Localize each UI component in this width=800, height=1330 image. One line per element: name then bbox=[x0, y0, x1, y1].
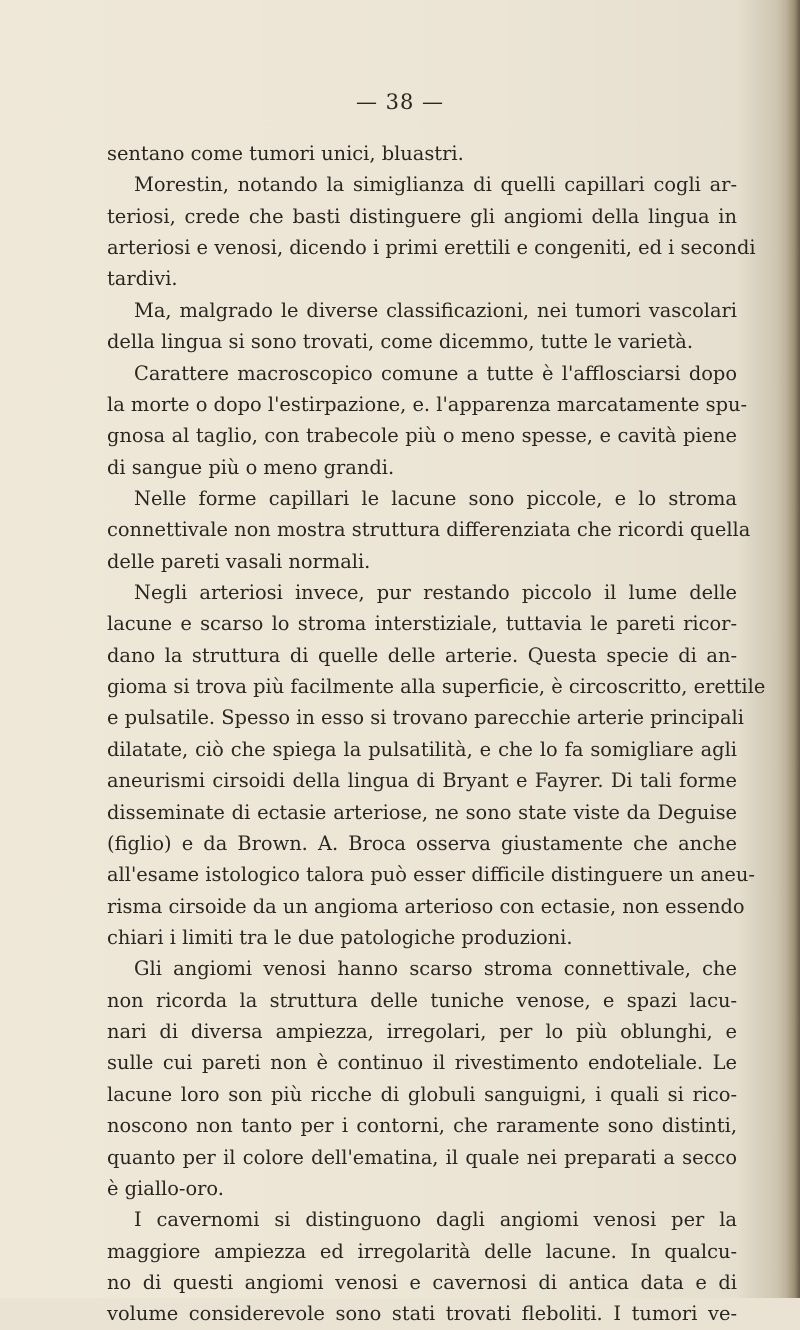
text-line: teriosi, crede che basti distinguere gli angiomi della lingua in bbox=[107, 204, 737, 228]
text-line: lacune e scarso lo stroma interstiziale, tuttavia le pareti ricor- bbox=[107, 612, 737, 636]
text-line: della lingua si sono trovati, come dicemmo, tutte le varietà. bbox=[107, 330, 693, 354]
text-line: dano la struttura di quelle delle arterie. Questa specie di an- bbox=[107, 643, 737, 667]
text-line: Nelle forme capillari le lacune sono piccole, e lo stroma bbox=[134, 486, 737, 510]
text-line: noscono non tanto per i contorni, che raramente sono distinti, bbox=[107, 1114, 737, 1138]
text-line: Negli arteriosi invece, pur restando piccolo il lume delle bbox=[134, 581, 737, 605]
text-line: è giallo-oro. bbox=[107, 1176, 224, 1200]
text-line: tardivi. bbox=[107, 267, 178, 291]
text-line: gioma si trova più facilmente alla superficie, è circoscritto, erettile bbox=[107, 675, 766, 699]
text-line: maggiore ampiezza ed irregolarità delle lacune. In qualcu- bbox=[107, 1239, 737, 1263]
text-line: e pulsatile. Spesso in esso si trovano parecchie arterie principali bbox=[107, 706, 744, 730]
text-line: gnosa al taglio, con trabecole più o meno spesse, e cavità piene bbox=[107, 424, 737, 448]
text-line: sentano come tumori unici, bluastri. bbox=[107, 142, 464, 165]
text-line: Ma, malgrado le diverse classificazioni, nei tumori vascolari bbox=[134, 298, 737, 322]
text-line: di sangue più o meno grandi. bbox=[107, 455, 395, 479]
text-line: I cavernomi si distinguono dagli angiomi venosi per la bbox=[134, 1208, 737, 1232]
text-line: lacune loro son più ricche di globuli sanguigni, i quali si rico- bbox=[107, 1082, 737, 1106]
text-line: la morte o dopo l'estirpazione, e. l'apparenza marcatamente spu- bbox=[107, 392, 748, 416]
text-line: no di questi angiomi venosi e cavernosi di antica data e di bbox=[107, 1270, 737, 1294]
text-line: delle pareti vasali normali. bbox=[107, 549, 371, 573]
text-line: connettivale non mostra struttura differenziata che ricordi quella bbox=[107, 518, 751, 542]
text-line: quanto per il colore dell'ematina, il quale nei preparati a secco bbox=[107, 1145, 737, 1169]
text-line: nari di diversa ampiezza, irregolari, per lo più oblunghi, e bbox=[107, 1020, 737, 1044]
text-line: arteriosi e venosi, dicendo i primi erettili e congeniti, ed i secondi bbox=[107, 236, 756, 260]
text-line: aneurismi cirsoidi della lingua di Bryant e Fayrer. Di tali forme bbox=[107, 769, 737, 793]
page-number: — 38 — bbox=[355, 90, 445, 114]
text-line: disseminate di ectasie arteriose, ne sono state viste da Deguise bbox=[107, 800, 737, 824]
text-line: dilatate, ciò che spiega la pulsatilità, e che lo fa somigliare agli bbox=[107, 737, 737, 761]
text-line: volume considerevole sono stati trovati fleboliti. I tumori ve- bbox=[107, 1302, 737, 1326]
text-line: Carattere macroscopico comune a tutte è l'afflosciarsi dopo bbox=[134, 361, 737, 385]
text-line: sulle cui pareti non è continuo il rivestimento endoteliale. Le bbox=[107, 1051, 737, 1075]
text-line: non ricorda la struttura delle tuniche venose, e spazi lacu- bbox=[107, 988, 737, 1012]
text-line: Morestin, notando la simiglianza di quelli capillari cogli ar- bbox=[134, 173, 737, 197]
text-line: chiari i limiti tra le due patologiche produzioni. bbox=[107, 925, 573, 949]
text-line: (figlio) e da Brown. A. Broca osserva giustamente che anche bbox=[107, 831, 737, 855]
text-line: Gli angiomi venosi hanno scarso stroma connettivale, che bbox=[134, 957, 737, 981]
page-edge-shadow bbox=[786, 0, 800, 1298]
body-text bbox=[107, 138, 766, 1330]
text-line: risma cirsoide da un angioma arterioso con ectasie, non essendo bbox=[107, 894, 745, 918]
text-line: all'esame istologico talora può esser difficile distinguere un aneu- bbox=[107, 863, 755, 887]
